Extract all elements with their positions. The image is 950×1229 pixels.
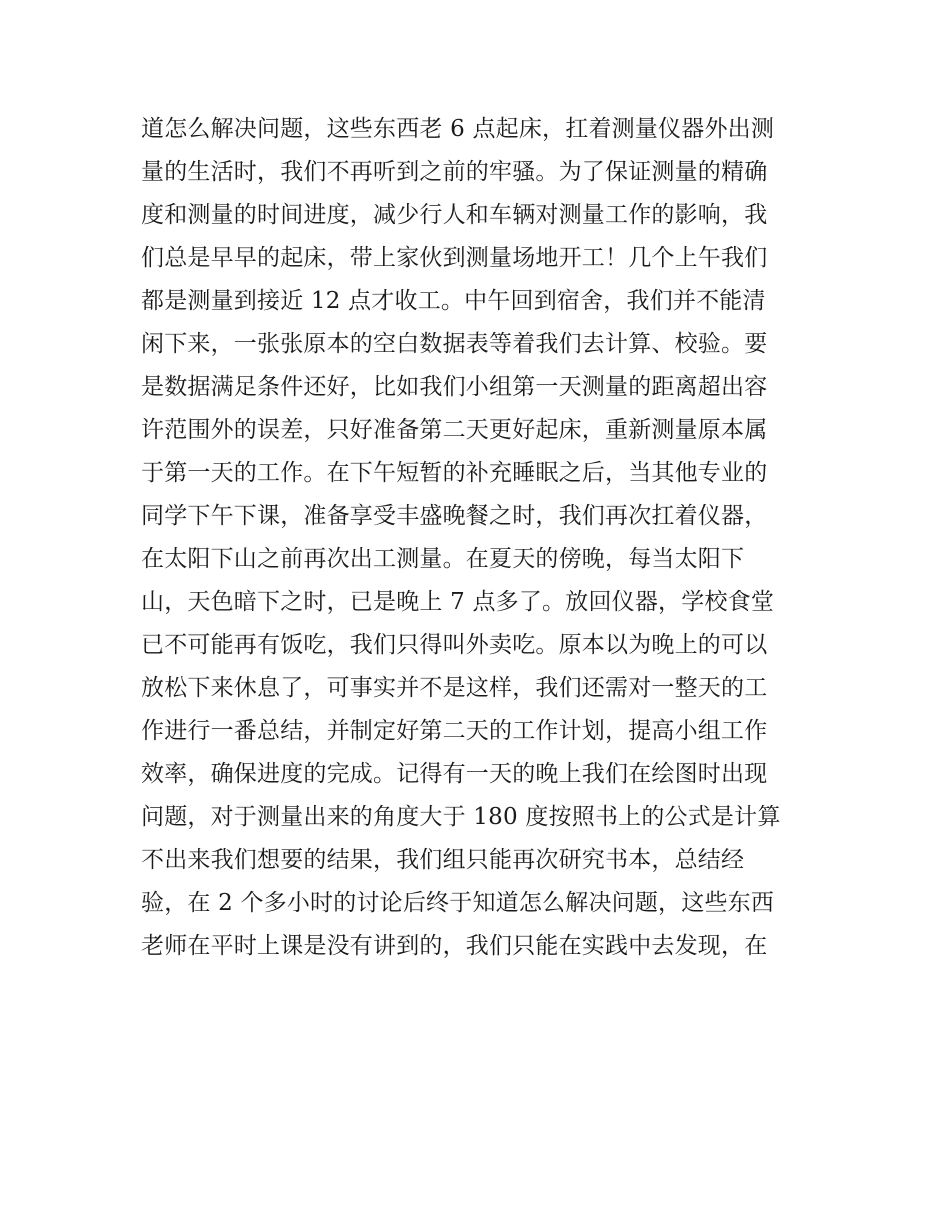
text-line: 放松下来休息了，可事实并不是这样，我们还需对一整天的工 xyxy=(141,675,768,701)
text-line: 不出来我们想要的结果，我们组只能再次研究书本，总结经 xyxy=(141,847,745,873)
text-line: 作进行一番总结，并制定好第二天的工作计划，提高小组工作 xyxy=(141,718,768,744)
text-line: 已不可能再有饭吃，我们只得叫外卖吃。原本以为晚上的可以 xyxy=(141,632,768,658)
text-line: 于第一天的工作。在下午短暂的补充睡眠之后，当其他专业的 xyxy=(141,460,768,486)
body-text xyxy=(141,108,821,968)
text-line: 在太阳下山之前再次出工测量。在夏天的傍晚，每当太阳下 xyxy=(141,546,745,572)
text-line: 道怎么解决问题，这些东西老 6 点起床，扛着测量仪器外出测 xyxy=(141,116,775,142)
text-line: 许范围外的误差，只好准备第二天更好起床，重新测量原本属 xyxy=(141,417,768,443)
text-line: 山，天色暗下之时，已是晚上 7 点多了。放回仪器，学校食堂 xyxy=(141,589,775,615)
text-line: 们总是早早的起床，带上家伙到测量场地开工！几个上午我们 xyxy=(141,245,768,271)
text-line: 都是测量到接近 12 点才收工。中午回到宿舍，我们并不能清 xyxy=(141,288,766,314)
text-line: 闲下来，一张张原本的空白数据表等着我们去计算、校验。要 xyxy=(141,331,768,357)
text-line: 问题，对于测量出来的角度大于 180 度按照书上的公式是计算 xyxy=(141,804,781,830)
text-line: 量的生活时，我们不再听到之前的牢骚。为了保证测量的精确 xyxy=(141,159,768,185)
text-line: 是数据满足条件还好，比如我们小组第一天测量的距离超出容 xyxy=(141,374,768,400)
text-line: 老师在平时上课是没有讲到的，我们只能在实践中去发现，在 xyxy=(141,933,768,959)
text-line: 验，在 2 个多小时的讨论后终于知道怎么解决问题，这些东西 xyxy=(141,890,775,916)
text-line: 度和测量的时间进度，减少行人和车辆对测量工作的影响，我 xyxy=(141,202,768,228)
text-line: 同学下午下课，准备享受丰盛晚餐之时，我们再次扛着仪器， xyxy=(141,503,768,529)
text-line: 效率，确保进度的完成。记得有一天的晚上我们在绘图时出现 xyxy=(141,761,768,787)
